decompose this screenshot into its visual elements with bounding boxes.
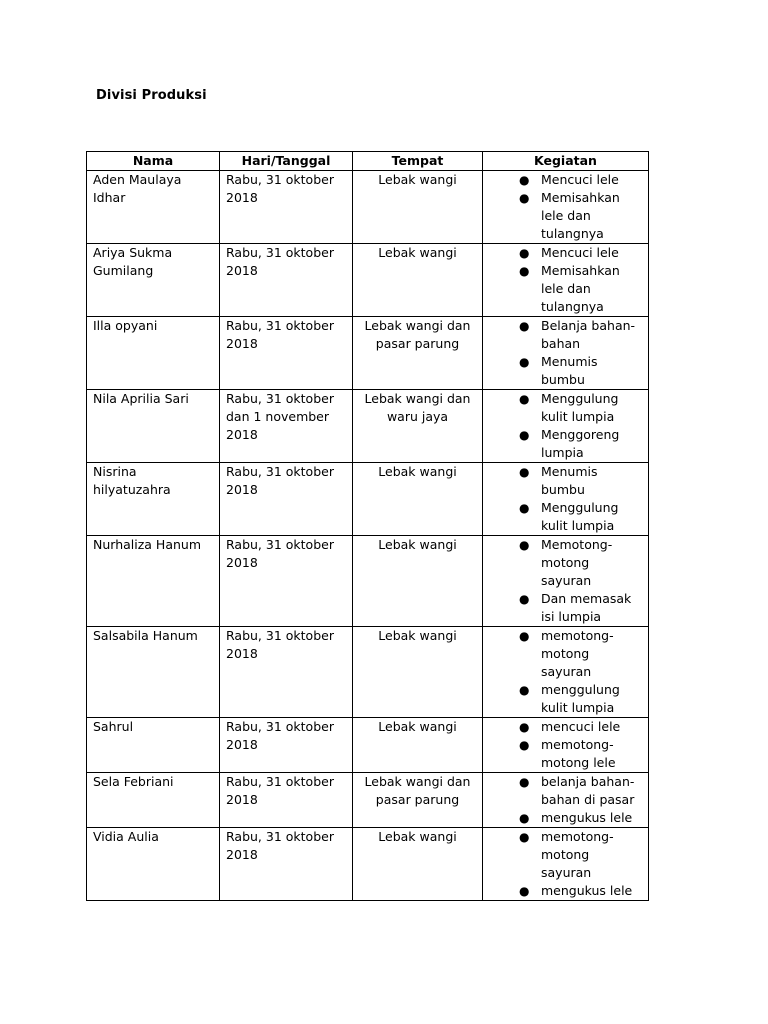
activity-item <box>489 828 642 882</box>
activity-list <box>489 773 642 827</box>
cell-kegiatan <box>483 244 649 317</box>
cell-kegiatan <box>483 828 649 901</box>
cell-kegiatan <box>483 463 649 536</box>
production-schedule-table <box>86 151 649 901</box>
activity-list <box>489 828 642 900</box>
activity-text: Menggulung kulit lumpia <box>541 391 619 424</box>
activity-text: mengukus lele <box>541 810 633 825</box>
activity-item <box>489 718 642 736</box>
activity-item <box>489 189 642 243</box>
document-title: Divisi Produksi <box>96 88 207 103</box>
cell-tempat: Lebak wangi <box>353 536 483 627</box>
bullet-icon: ● <box>519 501 530 515</box>
activity-text: Menumis bumbu <box>541 354 598 387</box>
activity-text: memotong-motong sayuran <box>541 829 614 880</box>
cell-nama: Salsabila Hanum <box>87 627 220 718</box>
activity-item <box>489 244 642 262</box>
bullet-icon: ● <box>519 355 530 369</box>
bullet-icon: ● <box>519 738 530 752</box>
cell-hari-tanggal: Rabu, 31 oktober 2018 <box>220 773 353 828</box>
activity-text: Mencuci lele <box>541 172 619 187</box>
activity-text: mengukus lele <box>541 883 633 898</box>
bullet-icon: ● <box>519 592 530 606</box>
bullet-icon: ● <box>519 173 530 187</box>
table-row <box>87 828 649 901</box>
bullet-icon: ● <box>519 884 530 898</box>
bullet-icon: ● <box>519 629 530 643</box>
activity-item <box>489 681 642 717</box>
bullet-icon: ● <box>519 264 530 278</box>
column-header-hari-tanggal: Hari/Tanggal <box>220 152 353 171</box>
activity-text: Belanja bahan-bahan <box>541 318 636 351</box>
cell-nama: Nurhaliza Hanum <box>87 536 220 627</box>
bullet-icon: ● <box>519 392 530 406</box>
bullet-icon: ● <box>519 811 530 825</box>
activity-list <box>489 536 642 626</box>
activity-item <box>489 882 642 900</box>
activity-text: Memisahkan lele dan tulangnya <box>541 190 620 241</box>
cell-tempat: Lebak wangi <box>353 828 483 901</box>
table-row <box>87 718 649 773</box>
cell-kegiatan <box>483 718 649 773</box>
activity-text: Menumis bumbu <box>541 464 598 497</box>
activity-list <box>489 463 642 535</box>
cell-hari-tanggal: Rabu, 31 oktober 2018 <box>220 828 353 901</box>
activity-list <box>489 627 642 717</box>
table-row <box>87 463 649 536</box>
bullet-icon: ● <box>519 428 530 442</box>
activity-item <box>489 536 642 590</box>
bullet-icon: ● <box>519 830 530 844</box>
activity-text: memotong-motong sayuran <box>541 628 614 679</box>
cell-nama: Vidia Aulia <box>87 828 220 901</box>
cell-tempat: Lebak wangi <box>353 244 483 317</box>
cell-tempat: Lebak wangi dan waru jaya <box>353 390 483 463</box>
cell-kegiatan <box>483 536 649 627</box>
activity-text: belanja bahan-bahan di pasar <box>541 774 635 807</box>
table-row <box>87 171 649 244</box>
cell-nama: Ariya Sukma Gumilang <box>87 244 220 317</box>
bullet-icon: ● <box>519 720 530 734</box>
column-header-nama: Nama <box>87 152 220 171</box>
cell-tempat: Lebak wangi <box>353 718 483 773</box>
table-row <box>87 244 649 317</box>
cell-kegiatan <box>483 390 649 463</box>
column-header-kegiatan: Kegiatan <box>483 152 649 171</box>
activity-text: mencuci lele <box>541 719 621 734</box>
activity-list <box>489 317 642 389</box>
cell-tempat: Lebak wangi <box>353 171 483 244</box>
cell-nama: Aden Maulaya Idhar <box>87 171 220 244</box>
activity-text: Memisahkan lele dan tulangnya <box>541 263 620 314</box>
cell-hari-tanggal: Rabu, 31 oktober 2018 <box>220 463 353 536</box>
activity-text: Dan memasak isi lumpia <box>541 591 632 624</box>
activity-list <box>489 244 642 316</box>
cell-hari-tanggal: Rabu, 31 oktober 2018 <box>220 171 353 244</box>
table-row <box>87 536 649 627</box>
table-row <box>87 773 649 828</box>
bullet-icon: ● <box>519 538 530 552</box>
bullet-icon: ● <box>519 465 530 479</box>
activity-list <box>489 718 642 772</box>
cell-hari-tanggal: Rabu, 31 oktober 2018 <box>220 536 353 627</box>
activity-item <box>489 171 642 189</box>
cell-kegiatan <box>483 627 649 718</box>
cell-hari-tanggal: Rabu, 31 oktober 2018 <box>220 627 353 718</box>
activity-item <box>489 736 642 772</box>
activity-text: Menggoreng lumpia <box>541 427 620 460</box>
table-row <box>87 390 649 463</box>
cell-tempat: Lebak wangi dan pasar parung <box>353 773 483 828</box>
cell-hari-tanggal: Rabu, 31 oktober 2018 <box>220 244 353 317</box>
activity-item <box>489 353 642 389</box>
activity-item <box>489 773 642 809</box>
table-body <box>87 171 649 901</box>
activity-text: Menggulung kulit lumpia <box>541 500 619 533</box>
cell-hari-tanggal: Rabu, 31 oktober 2018 <box>220 317 353 390</box>
bullet-icon: ● <box>519 246 530 260</box>
bullet-icon: ● <box>519 775 530 789</box>
bullet-icon: ● <box>519 683 530 697</box>
cell-tempat: Lebak wangi dan pasar parung <box>353 317 483 390</box>
activity-list <box>489 390 642 462</box>
activity-item <box>489 262 642 316</box>
cell-hari-tanggal: Rabu, 31 oktober 2018 <box>220 718 353 773</box>
table-row <box>87 627 649 718</box>
activity-item <box>489 317 642 353</box>
bullet-icon: ● <box>519 191 530 205</box>
activity-item <box>489 499 642 535</box>
cell-kegiatan <box>483 317 649 390</box>
cell-tempat: Lebak wangi <box>353 463 483 536</box>
cell-nama: Nisrina hilyatuzahra <box>87 463 220 536</box>
activity-text: menggulung kulit lumpia <box>541 682 620 715</box>
cell-tempat: Lebak wangi <box>353 627 483 718</box>
cell-nama: Sela Febriani <box>87 773 220 828</box>
activity-item <box>489 426 642 462</box>
activity-item <box>489 809 642 827</box>
table-header-row <box>87 152 649 171</box>
table-row <box>87 317 649 390</box>
activity-item <box>489 627 642 681</box>
activity-item <box>489 590 642 626</box>
column-header-tempat: Tempat <box>353 152 483 171</box>
cell-kegiatan <box>483 773 649 828</box>
activity-text: Memotong-motong sayuran <box>541 537 613 588</box>
activity-list <box>489 171 642 243</box>
cell-nama: Sahrul <box>87 718 220 773</box>
activity-text: Mencuci lele <box>541 245 619 260</box>
activity-item <box>489 390 642 426</box>
cell-hari-tanggal: Rabu, 31 oktober dan 1 november 2018 <box>220 390 353 463</box>
bullet-icon: ● <box>519 319 530 333</box>
cell-nama: Nila Aprilia Sari <box>87 390 220 463</box>
cell-kegiatan <box>483 171 649 244</box>
activity-text: memotong-motong lele <box>541 737 616 770</box>
cell-nama: Illa opyani <box>87 317 220 390</box>
activity-item <box>489 463 642 499</box>
